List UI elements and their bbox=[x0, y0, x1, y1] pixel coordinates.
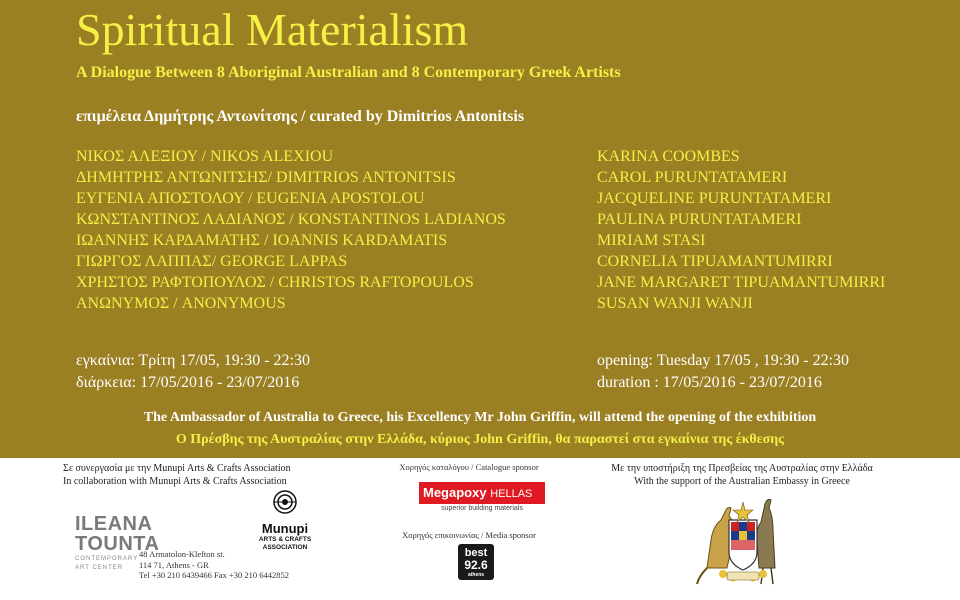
best-line: best bbox=[464, 547, 488, 559]
embassy-greek: Με την υποστήριξη της Πρεσβείας της Αυστραλίας στην Ελλάδα bbox=[611, 463, 873, 474]
embassy-english: With the support of the Australian Embassy in Greece bbox=[634, 476, 850, 487]
artist-item: MIRIAM STASI bbox=[597, 232, 706, 249]
artist-item: KARINA COOMBES bbox=[597, 148, 740, 165]
artist-item: CORNELIA TIPUAMANTUMIRRI bbox=[597, 253, 833, 270]
munupi-logo bbox=[253, 490, 317, 552]
artist-item: SUSAN WANJI WANJI bbox=[597, 295, 753, 312]
artist-item: JANE MARGARET TIPUAMANTUMIRRI bbox=[597, 274, 886, 291]
page-title: Spiritual Materialism bbox=[76, 4, 469, 55]
best-line: athens bbox=[467, 572, 485, 578]
collaboration-text bbox=[63, 462, 291, 488]
artist-item: ΕΥΓΕΝΙΑ ΑΠΟΣΤΟΛΟΥ / EUGENIA APOSTOLOU bbox=[76, 190, 425, 207]
catalogue-sponsor-label: Χορηγός καταλόγου / Catalogue sponsor bbox=[399, 462, 539, 472]
address-line: Tel +30 210 6439466 Fax +30 210 6442852 bbox=[139, 570, 289, 580]
megapoxy-suffix: HELLAS bbox=[490, 488, 533, 500]
dates-greek bbox=[76, 350, 310, 394]
munupi-sub: ARTS & CRAFTS bbox=[258, 536, 312, 543]
duration-english: duration : 17/05/2016 - 23/07/2016 bbox=[597, 374, 822, 391]
australian-coat-of-arms-icon bbox=[693, 490, 793, 588]
artist-item: ΑΝΩΝΥΜΟΣ / ANONYMOUS bbox=[76, 295, 286, 312]
address-line: 48 Armatolon-Klefton st. bbox=[139, 549, 225, 559]
best-line: 92.6 bbox=[464, 558, 488, 572]
munupi-name: Munupi bbox=[261, 521, 309, 536]
logo-text-line: TOUNTA bbox=[75, 533, 160, 555]
megapoxy-logo bbox=[419, 482, 545, 504]
artist-item: ΝΙΚΟΣ ΑΛΕΞΙΟΥ / NIKOS ALEXIOU bbox=[76, 148, 334, 165]
sponsors-footer bbox=[57, 458, 909, 592]
subtitle: A Dialogue Between 8 Aboriginal Australian and 8 Contemporary Greek Artists bbox=[76, 64, 621, 81]
artist-item: ΚΩΝΣΤΑΝΤΙΝΟΣ ΛΑΔΙΑΝΟΣ / KONSTANTINOS LADIANOS bbox=[76, 211, 506, 228]
address-line: 114 71, Athens - GR bbox=[139, 559, 209, 570]
logo-text-line: ILEANA bbox=[75, 513, 153, 535]
artist-item: ΙΩΑΝΝΗΣ ΚΑΡΔΑΜΑΤΗΣ / IOANNIS KARDAMATIS bbox=[76, 232, 448, 249]
munupi-sub: ASSOCIATION bbox=[262, 544, 308, 551]
greek-artists-list bbox=[76, 146, 506, 314]
aboriginal-artists-list bbox=[597, 146, 937, 314]
collaboration-english: In collaboration with Munupi Arts & Crafts Association bbox=[63, 476, 287, 487]
logo-sub-line: CONTEMPORARY bbox=[75, 556, 139, 562]
munupi-emblem-icon bbox=[272, 490, 298, 514]
opening-date-greek: εγκαίνια: Τρίτη 17/05, 19:30 - 22:30 bbox=[76, 352, 310, 369]
megapoxy-name: Megapoxy bbox=[423, 485, 487, 500]
curator-line: επιμέλεια Δημήτρης Αντωνίτσης / curated by Dimitrios Antonitsis bbox=[76, 108, 525, 125]
collaboration-greek: Σε συνεργασία με την Munupi Arts & Crafts Association bbox=[63, 463, 291, 474]
artist-item: JACQUELINE PURUNTATAMERI bbox=[597, 190, 832, 207]
embassy-support-text bbox=[577, 462, 907, 488]
ambassador-notice-greek: Ο Πρέσβης της Αυστραλίας στην Ελλάδα, κύριος John Griffin, θα παραστεί στα εγκαίνια της έκθεσης bbox=[175, 432, 785, 447]
media-sponsor-label: Χορηγός επικοινωνίας / Media sponsor bbox=[402, 530, 536, 540]
dates-english bbox=[597, 350, 849, 394]
ambassador-notice-english: The Ambassador of Australia to Greece, his Excellency Mr John Griffin, will attend the opening of the exhibition bbox=[143, 410, 817, 425]
artist-item: ΓΙΩΡΓΟΣ ΛΑΠΠΑΣ/ GEORGE LAPPAS bbox=[76, 253, 348, 270]
megapoxy-tagline: superior building materials bbox=[441, 505, 523, 512]
logo-sub-line: ART CENTER bbox=[75, 565, 124, 571]
ileana-tounta-logo bbox=[75, 513, 160, 572]
artist-item: ΧΡΗΣΤΟΣ ΡΑΦΤΟΠΟΥΛΟΣ / CHRISTOS RAFTOPOULOS bbox=[76, 274, 474, 291]
artist-item: CAROL PURUNTATAMERI bbox=[597, 169, 788, 186]
artist-item: ΔΗΜΗΤΡΗΣ ΑΝΤΩΝΙΤΣΗΣ/ DIMITRIOS ANTONITSIS bbox=[76, 169, 456, 186]
artist-item: PAULINA PURUNTATAMERI bbox=[597, 211, 802, 228]
opening-date-english: opening: Tuesday 17/05 , 19:30 - 22:30 bbox=[597, 352, 850, 369]
address-block bbox=[139, 549, 289, 581]
best-radio-logo bbox=[458, 544, 494, 580]
duration-greek: διάρκεια: 17/05/2016 - 23/07/2016 bbox=[76, 374, 300, 391]
